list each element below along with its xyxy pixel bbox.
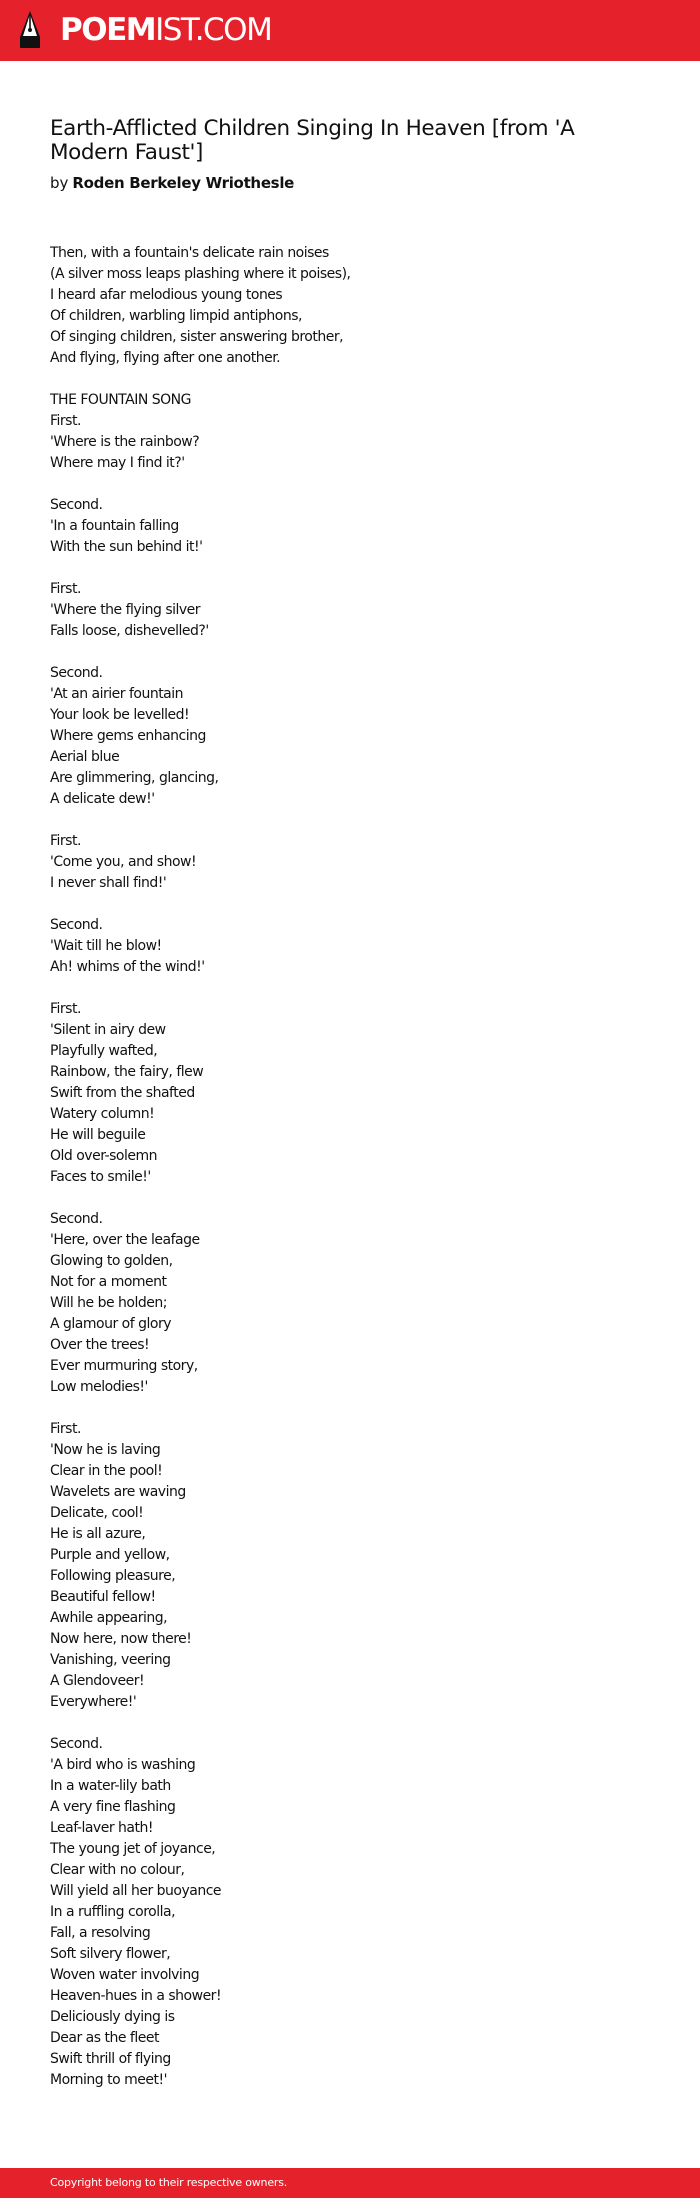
logo-wordmark-bold: POEM [60,12,156,48]
logo-wordmark-light: IST.COM [155,12,272,48]
pen-nib-icon [16,10,44,50]
site-logo-link[interactable] [60,13,271,47]
site-footer [0,2168,700,2198]
poem-byline [50,173,294,193]
poem-body: Then, with a fountain's delicate rain noises (A silver moss leaps plashing where it poises), I heard afar melodious young tones Of children, warbling limpid antiphons, Of singing children, sister answering brother, And flying, flying after one another. THE FOUNTAIN SONG First. 'Where is the rainbow? Where may I find it?' Second. 'In a fountain falling With the sun behind it!' First. 'Where the flying silver Falls loose, dishevelled?' Second. 'At an airier fountain Your look be levelled! Where gems enhancing Aerial blue Are glimmering, glancing, A delicate dew!' First. 'Come you, and show! I never shall find!' Second. 'Wait till he blow! Ah! whims of the wind!' First. 'Silent in airy dew Playfully wafted, Rainbow, the fairy, flew Swift from the shafted Watery column! He will beguile Old over-solemn Faces to smile!' Second. 'Here, over the leafage Glowing to golden, Not for a moment Will he be holden; A glamour of glory Over the trees! Ever murmuring story, Low melodies!' First. 'Now he is laving Clear in the pool! Wavelets are waving Delicate, cool! He is all azure, Purple and yellow, Following pleasure, Beautiful fellow! Awhile appearing, Now here, now there! Vanishing, veering A Glendoveer! Everywhere!' Second. 'A bird who is washing In a water-lily bath A very fine flashing Leaf-laver hath! The young jet of joyance, Clear with no colour, Will yield all her buoyance In a ruffling corolla, Fall, a resolving Soft silvery flower, Woven water involving Heaven-hues in a shower! Deliciously dying is Dear as the fleet Swift thrill of flying Morning to meet!' [50,245,351,2088]
by-label: by [50,174,69,192]
copyright-notice: Copyright belong to their respective owners. [50,2176,288,2189]
site-header [0,0,700,61]
poem-title: Earth-Afflicted Children Singing In Heaven [from 'A Modern Faust'] [50,116,575,165]
author-name: Roden Berkeley Wriothesle [72,174,295,192]
